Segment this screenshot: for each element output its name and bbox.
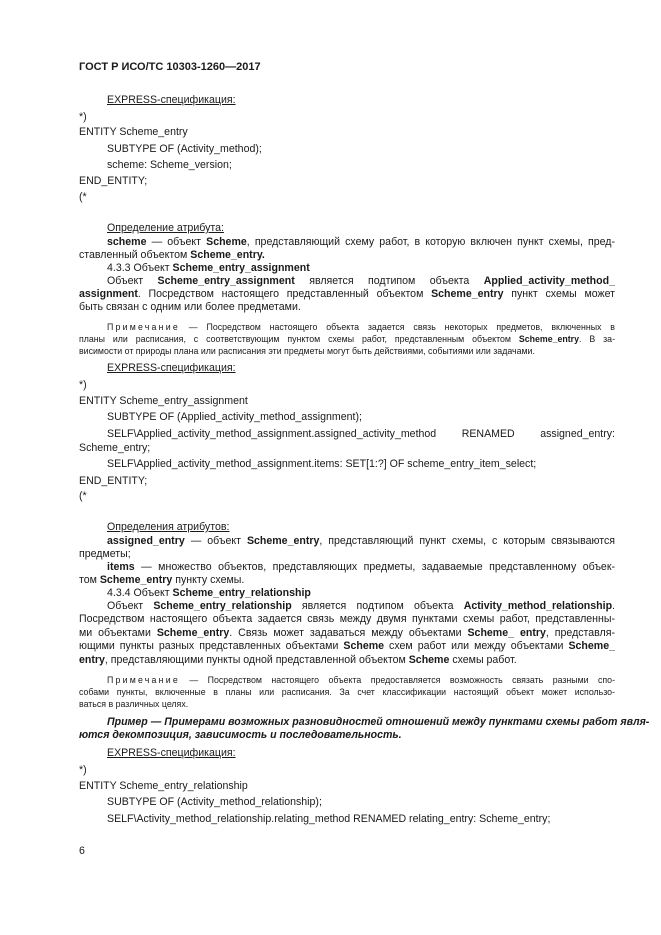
attribute-definition-line: предметы; <box>79 548 131 560</box>
standard-header: ГОСТ Р ИСО/ТС 10303-1260—2017 <box>79 61 261 73</box>
body-line: assignment. Посредством настоящего представленный объектом Scheme_entry пункт схемы может <box>79 288 615 300</box>
body-line: Объект Scheme_entry_relationship является подтипом объекта Activity_method_relationship. <box>107 600 615 612</box>
comment-open: *) <box>79 379 87 391</box>
body-line: entry, представляющими пункты одной представленной объектом Scheme схемы работ. <box>79 654 517 666</box>
attribute-declaration: SELF\Activity_method_relationship.relating_method RENAMED relating_entry: Scheme_entry; <box>107 813 551 825</box>
section-title: 4.3.3 Объект Scheme_entry_assignment <box>107 262 310 274</box>
section-title: 4.3.4 Объект Scheme_entry_relationship <box>107 587 311 599</box>
note-line: собами пункты, включенные в планы или расписания. За счет классификации настоящий объект может использо- <box>79 687 615 697</box>
attribute-declaration: SELF\Applied_activity_method_assignment.items: SET[1:?] OF scheme_entry_item_select; <box>107 458 537 470</box>
attribute-definition-line: items — множество объектов, представляющих предметы, задаваемые представленному объек- <box>107 561 615 573</box>
attribute-definition-line: scheme — объект Scheme, представляющий схему работ, в которую включен пункт схемы, пред- <box>107 236 615 248</box>
note-line: Примечание — Посредством настоящего объекта задается связь некоторых предметов, включенных в <box>107 322 615 332</box>
comment-close: (* <box>79 191 87 203</box>
note-line: висимости от природы плана или расписания эти предметы могут быть действиями, событиями или задачами. <box>79 346 535 356</box>
entity-end: END_ENTITY; <box>79 475 148 487</box>
body-line: Объект Scheme_entry_assignment является подтипом объекта Applied_activity_method_ <box>107 275 615 287</box>
attribute-declaration: scheme: Scheme_version; <box>107 159 232 171</box>
comment-open: *) <box>79 111 87 123</box>
express-spec-heading: EXPRESS-спецификация: <box>107 94 236 106</box>
attribute-declaration-cont: Scheme_entry; <box>79 442 151 454</box>
page-number: 6 <box>79 845 85 857</box>
note-line: Примечание — Посредством настоящего объекта предоставляется возможность связать разными спо- <box>107 675 615 685</box>
note-line: ваться в различных целях. <box>79 699 189 709</box>
example-line: Пример — Примерами возможных разновидностей отношений между пунктами схемы работ явля- <box>107 716 650 728</box>
body-line: ющими пункты разных представленных объектами Scheme схем работ или между объектами Scheme_ <box>79 640 615 652</box>
body-line: ми объектами Scheme_entry. Связь может задаваться между объектами Scheme_ entry, представля- <box>79 627 615 639</box>
body-line: Посредством настоящего объекта задается связь между двумя пунктами схемы работ, представленны- <box>79 613 615 625</box>
body-line: быть связан с одним или более предметами. <box>79 301 301 313</box>
subtype-declaration: SUBTYPE OF (Activity_method); <box>107 143 262 155</box>
entity-end: END_ENTITY; <box>79 175 148 187</box>
comment-open: *) <box>79 764 87 776</box>
comment-close: (* <box>79 490 87 502</box>
attribute-definition-line: assigned_entry — объект Scheme_entry, представляющий пункт схемы, с которым связываются <box>107 535 615 547</box>
note-line: планы или расписания, с соответствующим пунктом схемы работ, представленным объектом Scheme_entry. В за- <box>79 334 616 344</box>
subtype-declaration: SUBTYPE OF (Activity_method_relationship); <box>107 796 322 808</box>
subtype-declaration: SUBTYPE OF (Applied_activity_method_assignment); <box>107 411 362 423</box>
entity-declaration: ENTITY Scheme_entry_assignment <box>79 395 248 407</box>
attribute-definition-heading: Определение атрибута: <box>107 222 224 234</box>
attribute-definition-line: том Scheme_entry пункту схемы. <box>79 574 245 586</box>
express-spec-heading: EXPRESS-спецификация: <box>107 747 236 759</box>
example-line: ются декомпозиция, зависимость и последовательность. <box>79 729 402 741</box>
entity-declaration: ENTITY Scheme_entry <box>79 126 188 138</box>
attribute-declaration: SELF\Applied_activity_method_assignment.assigned_activity_method RENAMED assigned_entry: <box>107 428 615 440</box>
attribute-definition-heading: Определения атрибутов: <box>107 521 230 533</box>
express-spec-heading: EXPRESS-спецификация: <box>107 362 236 374</box>
attribute-definition-line: ставленный объектом Scheme_entry. <box>79 249 265 261</box>
entity-declaration: ENTITY Scheme_entry_relationship <box>79 780 248 792</box>
